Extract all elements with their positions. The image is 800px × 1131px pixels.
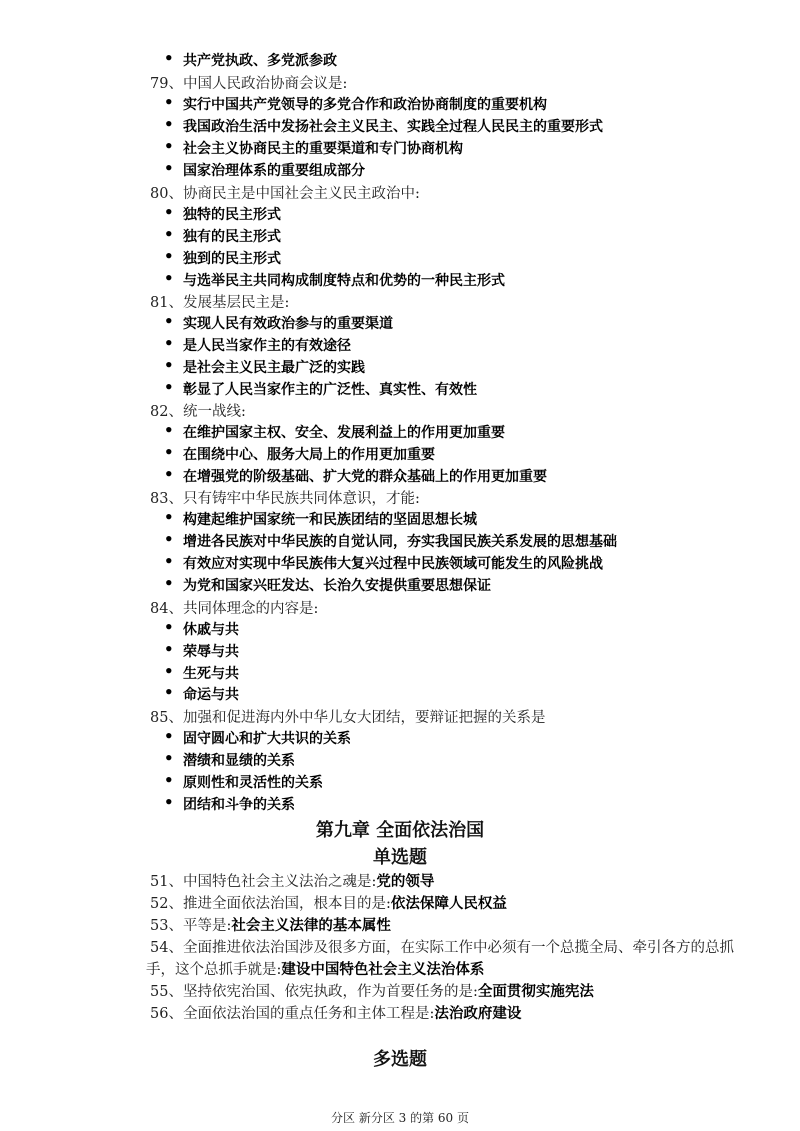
list-item: • 在维护国家主权、安全、发展利益上的作用更加重要: [183, 422, 505, 442]
list-item: • 命运与共: [183, 684, 239, 704]
single-choice-54: 54、全面推进依法治国涉及很多方面，在实际工作中必须有一个总揽全局、牵引各方的总抓: [150, 940, 734, 956]
question-text: 52、推进全面依法治国，根本目的是:: [150, 896, 391, 912]
list-item: • 是社会主义民主最广泛的实践: [183, 357, 365, 377]
list-item: • 固守圆心和扩大共识的关系: [183, 728, 351, 748]
single-choice-54-cont: [146, 958, 484, 979]
answer-text: 全面贯彻实施宪法: [477, 983, 594, 1000]
question-82: 82、统一战线:: [150, 404, 246, 420]
list-item: • 与选举民主共同构成制度特点和优势的一种民主形式: [183, 270, 505, 290]
single-choice-52: [150, 892, 507, 913]
answer-text: 依法保障人民权益: [390, 895, 507, 912]
question-81: 81、发展基层民主是:: [150, 295, 290, 311]
list-item: • 构建起维护国家统一和民族团结的坚固思想长城: [183, 509, 477, 529]
list-item: • 我国政治生活中发扬社会主义民主、实践全过程人民民主的重要形式: [183, 116, 603, 136]
list-item: • 潜绩和显绩的关系: [183, 750, 295, 770]
list-item: • 独到的民主形式: [183, 248, 281, 268]
list-item: • 国家治理体系的重要组成部分: [183, 160, 365, 180]
section-title-multi: 多选题: [373, 1049, 427, 1070]
list-item: • 原则性和灵活性的关系: [183, 772, 323, 792]
single-choice-55: [150, 980, 594, 1001]
question-85: 85、加强和促进海内外中华儿女大团结，要辩证把握的关系是: [150, 710, 546, 726]
list-item: • 独有的民主形式: [183, 226, 281, 246]
section-title-single: 单选题: [373, 847, 427, 868]
list-item: • 团结和斗争的关系: [183, 794, 295, 814]
list-item: • 社会主义协商民主的重要渠道和专门协商机构: [183, 138, 463, 158]
single-choice-51: [150, 870, 434, 891]
list-item: • 荣辱与共: [183, 641, 239, 661]
answer-text: 社会主义法律的基本属性: [231, 917, 391, 934]
question-text: 53、平等是:: [150, 918, 232, 934]
answer-text: 法治政府建设: [434, 1005, 522, 1022]
list-item: • 生死与共: [183, 663, 239, 683]
question-text: 手，这个总抓手就是:: [146, 962, 282, 978]
page-footer: 分区 新分区 3 的第 60 页: [331, 1111, 469, 1125]
single-choice-53: [150, 914, 391, 935]
answer-text: 党的领导: [376, 873, 435, 890]
question-84: 84、共同体理念的内容是:: [150, 601, 319, 617]
chapter-title: 第九章 全面依法治国: [315, 820, 485, 841]
list-item: • 有效应对实现中华民族伟大复兴过程中民族领域可能发生的风险挑战: [183, 553, 603, 573]
answer-text: 建设中国特色社会主义法治体系: [281, 961, 485, 978]
question-83: 83、只有铸牢中华民族共同体意识，才能:: [150, 491, 420, 507]
list-item: • 在围绕中心、服务大局上的作用更加重要: [183, 444, 435, 464]
list-item: • 休戚与共: [183, 619, 239, 639]
list-item: • 在增强党的阶级基础、扩大党的群众基础上的作用更加重要: [183, 466, 547, 486]
list-item: • 为党和国家兴旺发达、长治久安提供重要思想保证: [183, 575, 491, 595]
list-item: • 独特的民主形式: [183, 204, 281, 224]
question-text: 56、全面依法治国的重点任务和主体工程是:: [150, 1006, 435, 1022]
question-text: 51、中国特色社会主义法治之魂是:: [150, 874, 377, 890]
list-item: • 增进各民族对中华民族的自觉认同，夯实我国民族关系发展的思想基础: [183, 531, 617, 551]
list-item: • 实行中国共产党领导的多党合作和政治协商制度的重要机构: [183, 94, 547, 114]
list-item: • 共产党执政、多党派参政: [183, 50, 337, 70]
single-choice-56: [150, 1002, 521, 1023]
list-item: • 实现人民有效政治参与的重要渠道: [183, 313, 393, 333]
question-80: 80、协商民主是中国社会主义民主政治中:: [150, 186, 420, 202]
question-79: 79、中国人民政治协商会议是:: [150, 76, 348, 92]
question-text: 55、坚持依宪治国、依宪执政，作为首要任务的是:: [150, 984, 478, 1000]
list-item: • 彰显了人民当家作主的广泛性、真实性、有效性: [183, 379, 477, 399]
list-item: • 是人民当家作主的有效途径: [183, 335, 351, 355]
